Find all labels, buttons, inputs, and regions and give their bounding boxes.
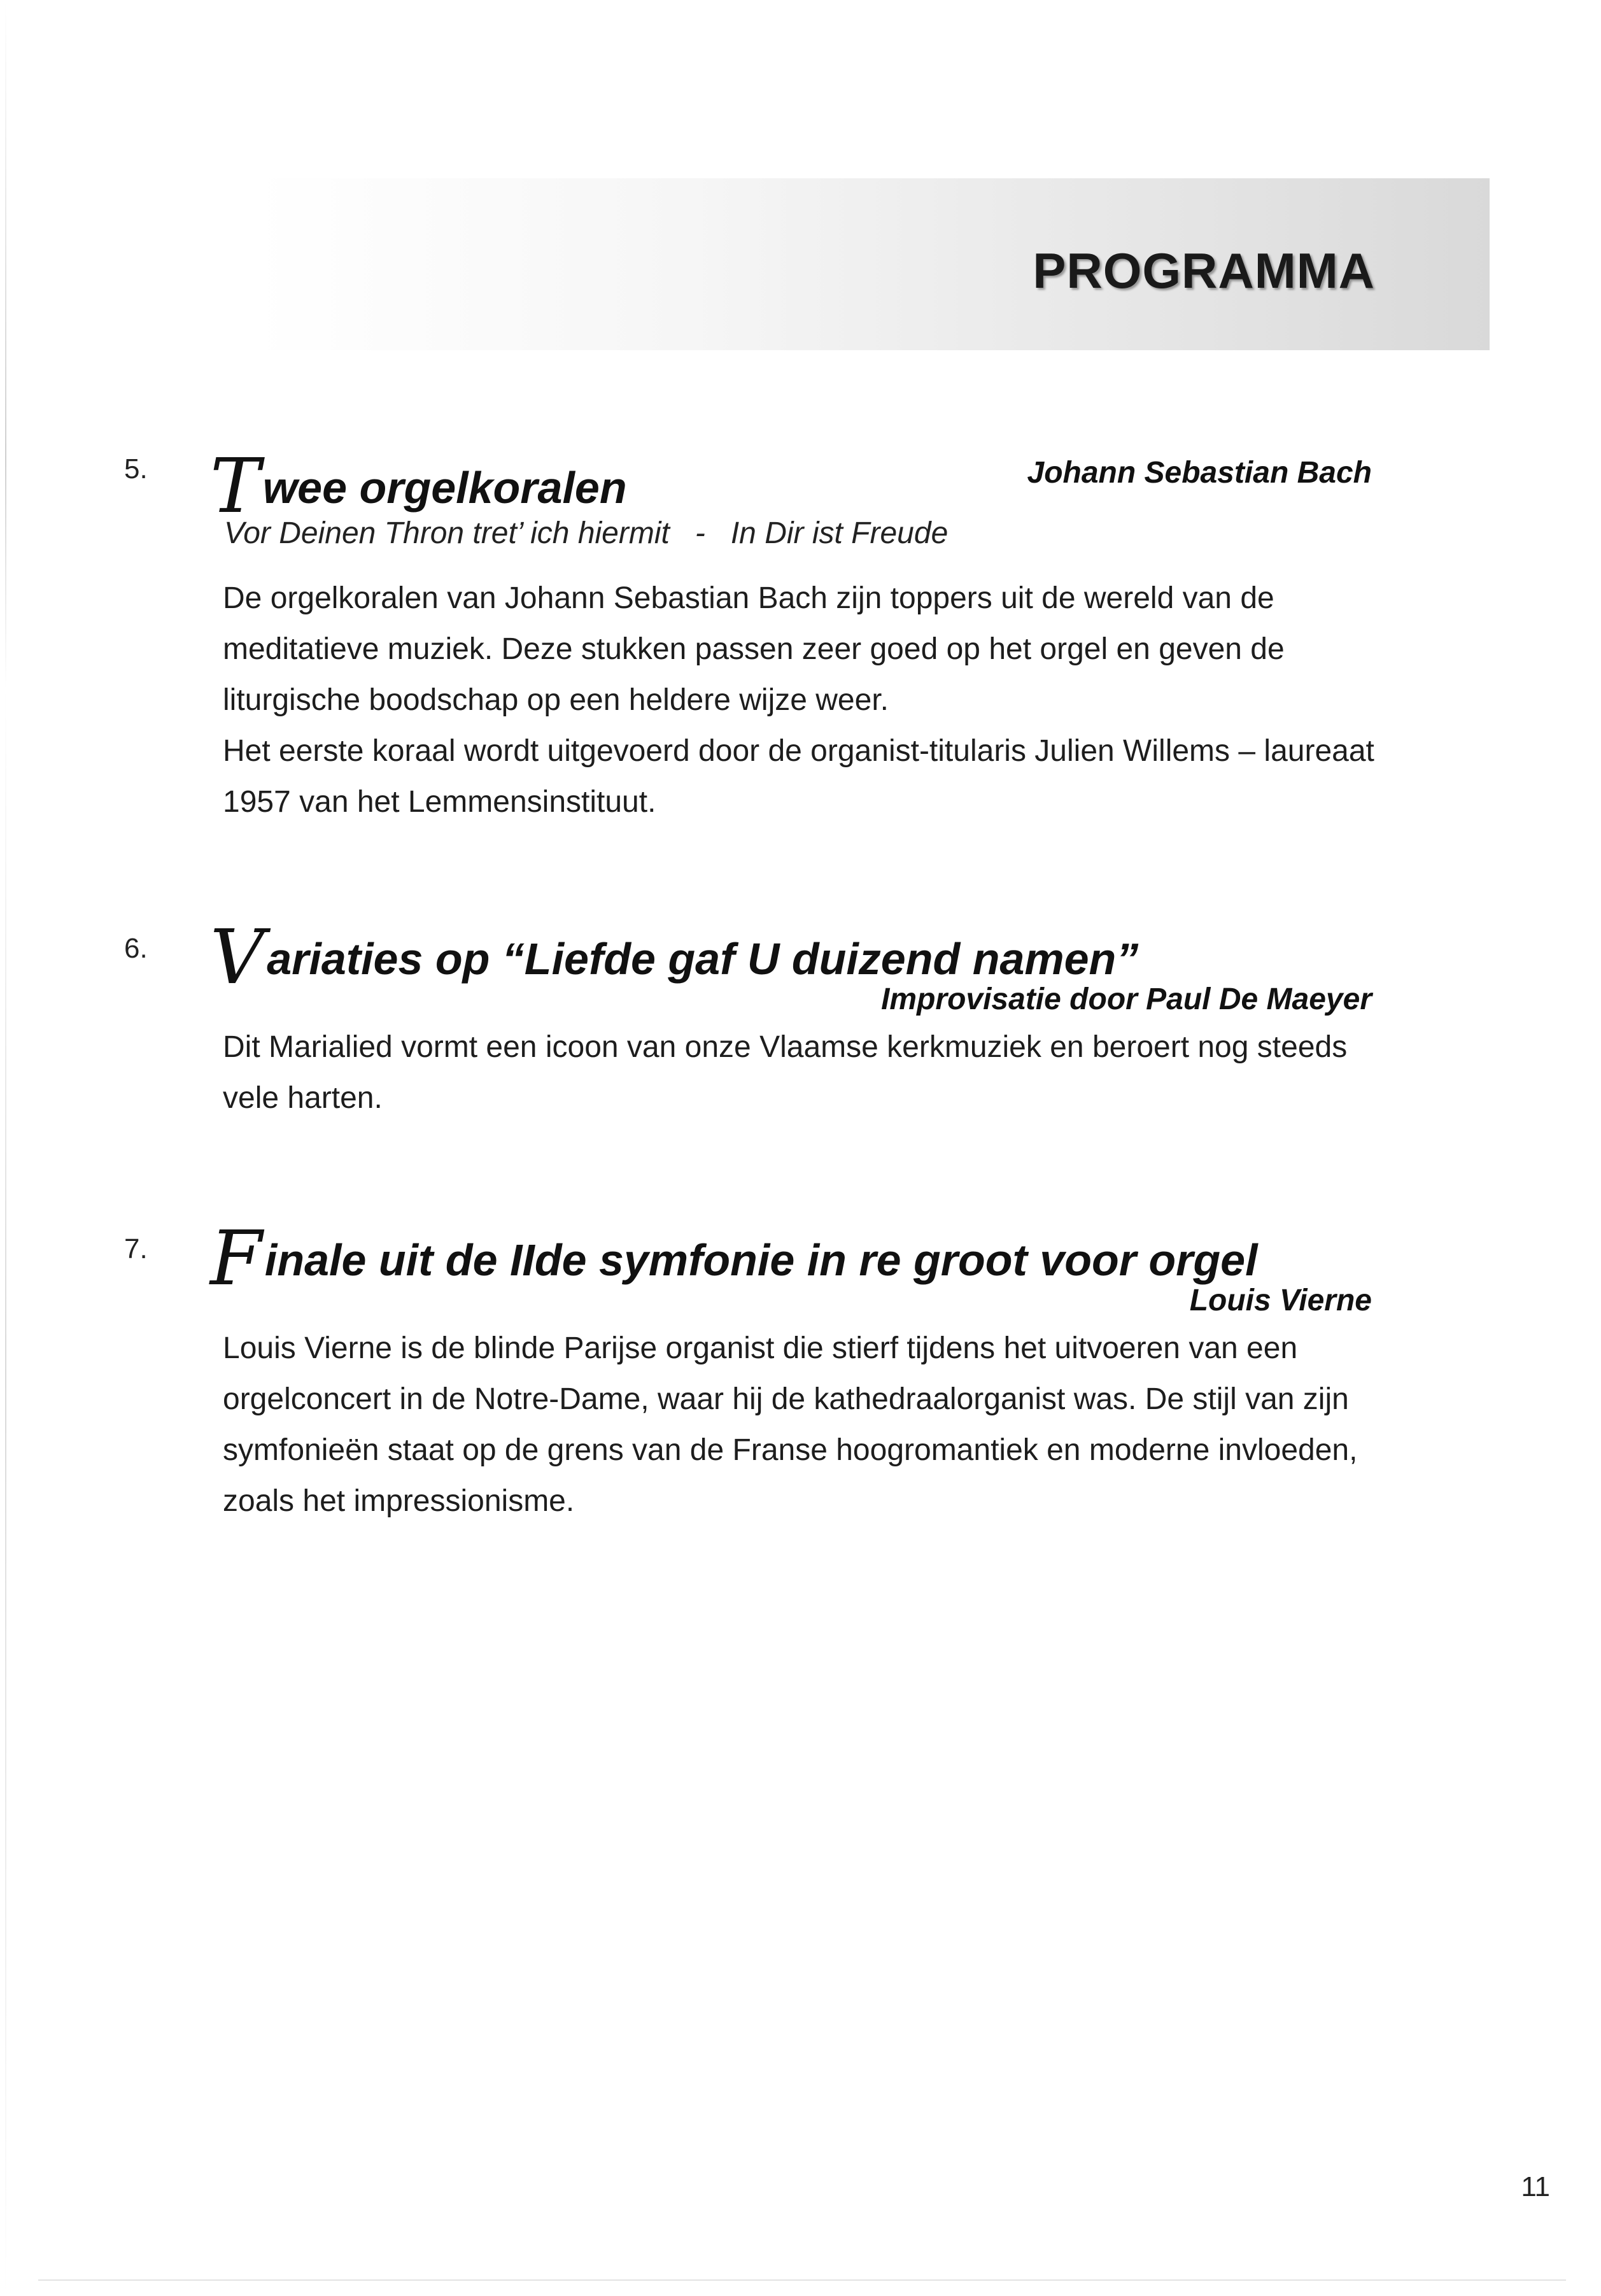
banner-title: PROGRAMMA — [1033, 243, 1375, 299]
decorative-initial: F — [210, 1214, 262, 1302]
item-number: 5. — [124, 453, 148, 485]
subtitle-left: Vor Deinen Thron tret’ ich hiermit — [224, 516, 670, 550]
page-edge — [5, 0, 6, 2296]
subtitle-separator: - — [695, 516, 705, 550]
paragraph: Het eerste koraal wordt uitgevoerd door de organist-titularis Julien Willems – laureaat 1957 van het Lemmensinstituut. — [223, 734, 1374, 819]
subtitle-right: In Dir ist Freude — [730, 516, 949, 550]
item-description — [223, 573, 1388, 828]
item-title — [210, 1205, 1258, 1302]
item-description — [223, 1022, 1388, 1124]
item-description — [223, 1323, 1388, 1527]
decorative-initial: T — [210, 442, 260, 530]
composer: Johann Sebastian Bach — [1027, 456, 1372, 490]
decorative-initial: V — [210, 913, 265, 1001]
paragraph: Louis Vierne is de blinde Parijse organist die stierf tijdens het uitvoeren van een orgelconcert in de Notre-Dame, waar hij de kathedraalorganist was. De stijl van zijn symfonieën staat op de grens van de Franse hoogromantiek en moderne invloeden, zoals het impressionisme. — [223, 1331, 1358, 1518]
item-title — [210, 904, 1139, 1001]
item-number: 7. — [124, 1233, 148, 1265]
paragraph: Dit Marialied vormt een icoon van onze Vlaamse kerkmuziek en beroert nog steeds vele harten. — [223, 1030, 1348, 1115]
paragraph: De orgelkoralen van Johann Sebastian Bach zijn toppers uit de wereld van de meditatieve muziek. Deze stukken passen zeer goed op het orgel en geven de liturgische boodschap op een heldere wijze weer. — [223, 581, 1285, 717]
subtitle-line — [224, 516, 948, 551]
composer: Improvisatie door Paul De Maeyer — [881, 982, 1372, 1016]
composer: Louis Vierne — [1189, 1284, 1372, 1317]
item-title-text: wee orgelkoralen — [262, 463, 627, 513]
item-title-text: inale uit de IIde symfonie in re groot voor orgel — [264, 1235, 1258, 1285]
item-title-text: ariaties op “Liefde gaf U duizend namen” — [267, 934, 1139, 984]
bottom-rule — [38, 2279, 1566, 2281]
page-number: 11 — [1521, 2171, 1550, 2202]
item-title — [210, 433, 627, 530]
item-number: 6. — [124, 933, 148, 964]
header-banner — [255, 178, 1490, 350]
